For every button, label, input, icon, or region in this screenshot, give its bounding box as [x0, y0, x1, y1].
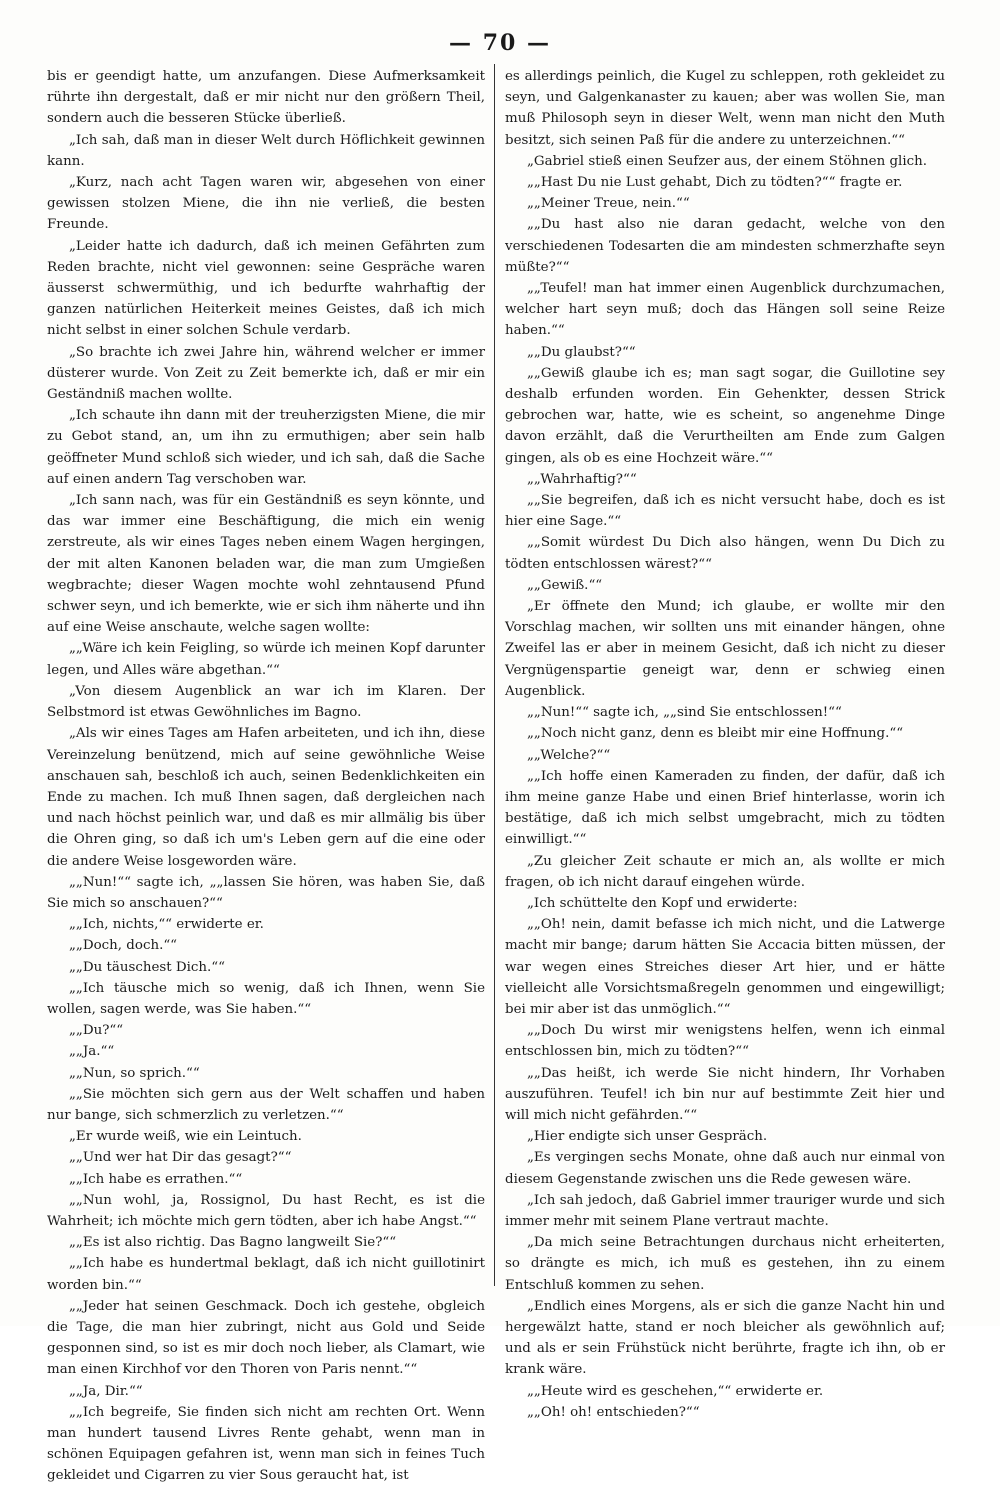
- paragraph: „„Du täuschest Dich.““: [69, 959, 225, 975]
- paragraph: „„Ich hoffe einen Kameraden zu finden, der dafür, daß ich ihm meine ganze Habe und einen Brief hinterlasse, worin ich bestätige, daß ich mich selbst umgebracht, mich zu tödten einwilligt.““: [505, 768, 945, 848]
- paragraph: „Es vergingen sechs Monate, ohne daß auch nur einmal von diesem Gegenstande zwischen uns die Rede gewesen wäre.: [505, 1150, 945, 1187]
- paragraph: „„Nun, so sprich.““: [69, 1065, 200, 1081]
- paragraph: „„Welche?““: [527, 747, 611, 763]
- paragraph: „Da mich seine Betrachtungen durchaus nicht erheiterten, so drängte es mich, ich muß es gestehen, ihn zu einem Entschluß kommen zu sehen.: [505, 1235, 945, 1293]
- paragraph: „Ich schüttelte den Kopf und erwiderte:: [527, 895, 798, 911]
- paragraph: „„Nun!““ sagte ich, „„sind Sie entschlossen!““: [527, 705, 842, 721]
- page-number: — 70 —: [449, 30, 551, 56]
- paragraph: „„Du hast also nie daran gedacht, welche von den verschiedenen Todesarten die am mindesten schmerzhafte seyn müßte?““: [505, 217, 945, 275]
- paragraph: „„Jeder hat seinen Geschmack. Doch ich gestehe, obgleich die Tage, die man hier zubringt, nicht aus Gold und Seide gesponnen sind, so ist es mir doch noch lieber, als Clamart, wie man einen Kirchhof vor den Thoren von Paris nennt.““: [47, 1298, 485, 1378]
- paragraph: „„Oh! nein, damit befasse ich mich nicht, und die Latwerge macht mir bange; darum hätten Sie Accacia bitten müssen, der war wegen eines Streiches dieser Art hier, und er hätte vielleicht alle Vorsichtsmaßregeln genommen und eingewilligt; bei mir aber ist das unmöglich.““: [505, 917, 945, 1017]
- paragraph: „„Ich habe es errathen.““: [69, 1171, 243, 1187]
- paragraph: „„Teufel! man hat immer einen Augenblick durchzumachen, welcher hart seyn muß; doch das Hängen soll seine Reize haben.““: [505, 281, 945, 339]
- paragraph: „Ich sah, daß man in dieser Welt durch Höflichkeit gewinnen kann.: [47, 132, 485, 169]
- paragraph: „„Nun!““ sagte ich, „„lassen Sie hören, was haben Sie, daß Sie mich so anschauen?““: [47, 874, 485, 911]
- paragraph: „„Doch, doch.““: [69, 938, 178, 954]
- column-divider: [494, 64, 495, 1286]
- paragraph: „„Hast Du nie Lust gehabt, Dich zu tödten?““ fragte er.: [527, 175, 903, 191]
- paragraph: „Ich sann nach, was für ein Geständniß es seyn könnte, und das war immer eine Beschäftigung, die mich ein wenig zerstreute, als wir eines Tages neben einem Wagen hergingen, der mit alten Kanonen beladen war, die man zum Umgießen wegbrachte; dieser Wagen mochte wohl zehntausend Pfund schwer seyn, und ich bemerkte, wie er sich ihm näherte und ihn auf eine Weise anschaute, welche sagen wollte:: [47, 493, 485, 636]
- paragraph: „„Du glaubst?““: [527, 344, 636, 360]
- paragraph: „„Ich habe es hundertmal beklagt, daß ich nicht guillotinirt worden bin.““: [47, 1256, 485, 1293]
- paragraph: „„Wahrhaftig?““: [527, 471, 637, 487]
- paragraph: „„Somit würdest Du Dich also hängen, wenn Du Dich zu tödten entschlossen wärest?““: [505, 535, 945, 572]
- paragraph: „„Heute wird es geschehen,““ erwiderte er.: [527, 1383, 824, 1399]
- paragraph: „Er öffnete den Mund; ich glaube, er wollte mir den Vorschlag machen, wir sollten uns mit einander hängen, ohne Zweifel las er aber in meinem Gesicht, daß ich nicht zu dieser Vergnügenspartie geneigt war, denn er schwieg einen Augenblick.: [505, 599, 945, 699]
- paragraph: „Zu gleicher Zeit schaute er mich an, als wollte er mich fragen, ob ich nicht darauf eingehen würde.: [505, 853, 945, 890]
- left-column: [47, 66, 485, 1487]
- paragraph: „Von diesem Augenblick an war ich im Klaren. Der Selbstmord ist etwas Gewöhnliches im Bagno.: [47, 683, 485, 721]
- paragraph: „„Es ist also richtig. Das Bagno langweilt Sie?““: [69, 1235, 397, 1251]
- paragraph: „„Ja, Dir.““: [69, 1383, 143, 1399]
- paragraph: „„Wäre ich kein Feigling, so würde ich meinen Kopf darunter legen, und Alles wäre abgethan.““: [47, 641, 485, 678]
- paragraph: „„Noch nicht ganz, denn es bleibt mir eine Hoffnung.““: [527, 726, 904, 742]
- paragraph: „„Und wer hat Dir das gesagt?““: [69, 1150, 292, 1166]
- paragraph: „„Ich, nichts,““ erwiderte er.: [69, 917, 264, 933]
- paragraph: „Gabriel stieß einen Seufzer aus, der einem Stöhnen glich.: [527, 153, 927, 169]
- paragraph: „„Ich täusche mich so wenig, daß ich Ihnen, wenn Sie wollen, sagen werde, was Sie haben.““: [47, 980, 485, 1017]
- paragraph: „„Gewiß glaube ich es; man sagt sogar, die Guillotine sey deshalb erfunden worden. Ein Gehenkter, dessen Strick gebrochen war, hatte, wie es scheint, so angenehme Dinge davon erzählt, daß die Verurtheilten am Ende zum Galgen gingen, als ob es eine Hochzeit wäre.““: [505, 365, 945, 466]
- right-column: [505, 66, 945, 1423]
- paragraph: „Leider hatte ich dadurch, daß ich meinen Gefährten zum Reden brachte, nicht viel gewonnen: seine Gespräche waren äusserst schwermüthig, und ich bedurfte wahrhaftig der ganzen natürlichen Heiterkeit meines Geistes, daß ich mich nicht selbst in einer solchen Schule verdarb.: [47, 238, 485, 339]
- paragraph: „„Sie möchten sich gern aus der Welt schaffen und haben nur bange, sich schmerzlich zu verletzen.““: [47, 1086, 485, 1123]
- paragraph: „„Du?““: [69, 1023, 124, 1039]
- paragraph: „„Sie begreifen, daß ich es nicht versucht habe, doch es ist hier eine Sage.““: [505, 493, 945, 530]
- paragraph: „Kurz, nach acht Tagen waren wir, abgesehen von einer gewissen stolzen Miene, die ihn nie verließ, die besten Freunde.: [47, 175, 485, 233]
- paragraph: „„Doch Du wirst mir wenigstens helfen, wenn ich einmal entschlossen bin, mich zu tödten?““: [505, 1023, 945, 1060]
- paragraph: bis er geendigt hatte, um anzufangen. Diese Aufmerksamkeit rührte ihn dergestalt, daß er mir nicht nur den größern Theil, sondern auch die besseren Stücke überließ.: [47, 69, 485, 127]
- paragraph: „„Ja.““: [69, 1044, 115, 1060]
- paragraph: es allerdings peinlich, die Kugel zu schleppen, roth gekleidet zu seyn, und Galgenkanaster zu kauen; aber was wollen Sie, man muß Philosoph seyn in dieser Welt, wenn man nicht den Muth besitzt, sich seinen Paß für die andere zu unterzeichnen.““: [505, 69, 945, 148]
- paragraph: „Als wir eines Tages am Hafen arbeiteten, und ich ihn, diese Vereinzelung benützend, mich auf seine gewöhnliche Weise anschauen sah, beschloß ich auch, seinen Bedenklichkeiten ein Ende zu machen. Ich muß Ihnen sagen, daß dergleichen nach und nach höchst peinlich war, und daß es mir allmälig bis über die Ohren ging, so daß ich um's Leben gern auf die eine oder die andere Weise losgeworden wäre.: [47, 726, 485, 869]
- paragraph: „„Meiner Treue, nein.““: [527, 196, 690, 212]
- paragraph: „Ich sah jedoch, daß Gabriel immer trauriger wurde und sich immer mehr mit seinem Plane vertraut machte.: [505, 1192, 945, 1229]
- paragraph: „„Ich begreife, Sie finden sich nicht am rechten Ort. Wenn man hundert tausend Livres Rente gehabt, wenn man in schönen Equipagen gefahren ist, wenn man sich in feines Tuch gekleidet und Cigarren zu vier Sous geraucht hat, ist: [47, 1404, 485, 1484]
- paragraph: „„Gewiß.““: [527, 577, 603, 593]
- paragraph: „Endlich eines Morgens, als er sich die ganze Nacht hin und hergewälzt hatte, stand er noch bleicher als gewöhnlich auf; und als er sein Frühstück nicht berührte, fragte ich ihn, ob er krank wäre.: [505, 1298, 945, 1378]
- paragraph: „„Nun wohl, ja, Rossignol, Du hast Recht, es ist die Wahrheit; ich möchte mich gern tödten, aber ich habe Angst.““: [47, 1192, 485, 1229]
- paragraph: „„Oh! oh! entschieden?““: [527, 1404, 700, 1420]
- paragraph: „Ich schaute ihn dann mit der treuherzigsten Miene, die mir zu Gebot stand, an, um ihn zu ermuthigen; aber sein halb geöffneter Mund schloß sich wieder, und ich sah, daß die Sache auf einen andern Tag verschoben war.: [47, 408, 485, 487]
- paragraph: „Er wurde weiß, wie ein Leintuch.: [69, 1129, 302, 1145]
- paragraph: „Hier endigte sich unser Gespräch.: [527, 1129, 768, 1145]
- paragraph: „So brachte ich zwei Jahre hin, während welcher er immer düsterer wurde. Von Zeit zu Zeit bemerkte ich, daß er mir ein Geständniß machen wollte.: [47, 344, 485, 403]
- paragraph: „„Das heißt, ich werde Sie nicht hindern, Ihr Vorhaben auszuführen. Teufel! ich bin nur auf bestimmte Zeit hier und will mich nicht gefährden.““: [505, 1065, 945, 1123]
